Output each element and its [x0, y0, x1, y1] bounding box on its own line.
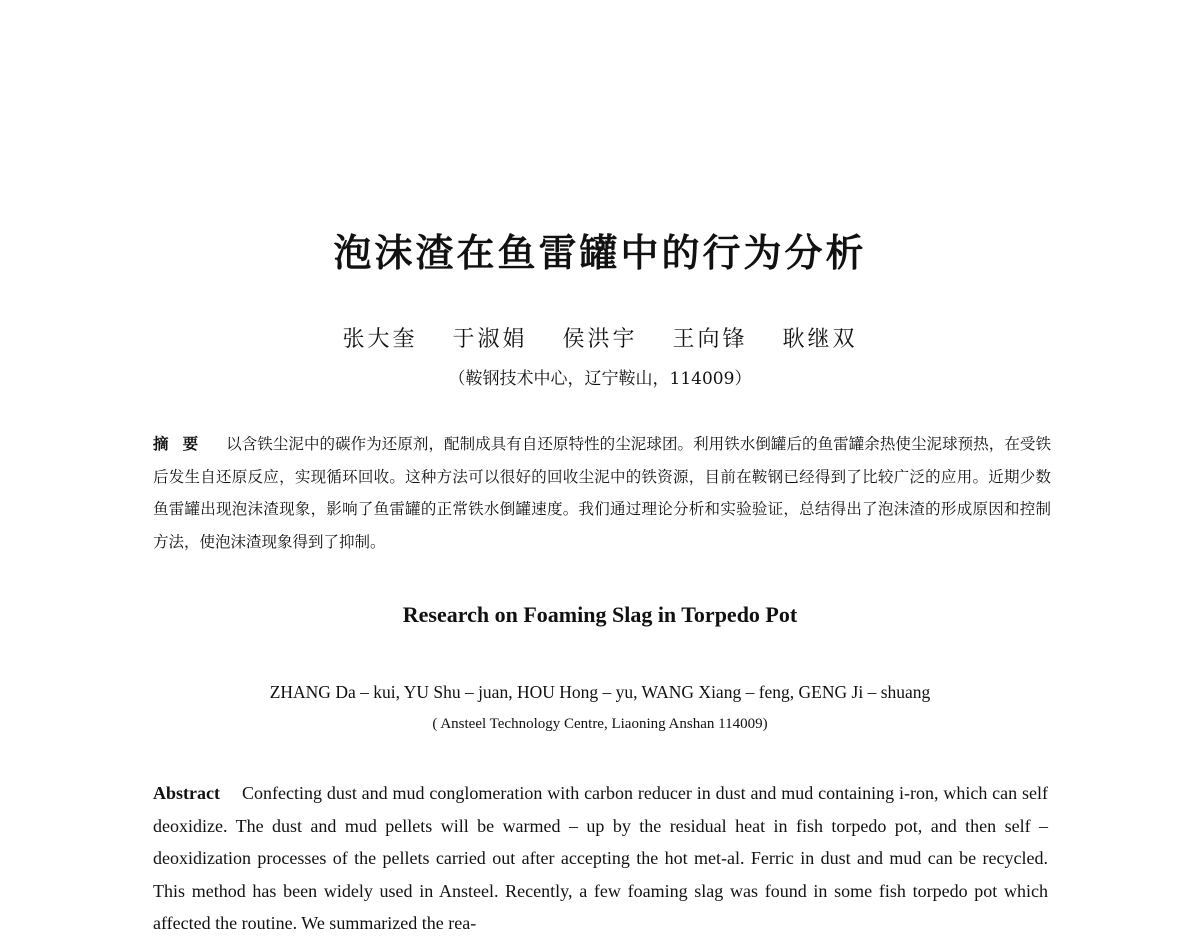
- chinese-affiliation: （鞍钢技术中心，辽宁鞍山，114009）: [448, 369, 752, 389]
- chinese-author: 于淑娟: [452, 327, 528, 352]
- english-abstract-text: Confecting dust and mud conglomeration with carbon reducer in dust and mud containing i-ron, which can self deoxidize. The dust and mud pellets will be warmed – up by the residual heat in fish torpedo pot, and then self – deoxidization processes of the pellets carried out after accepting the hot met-al. Ferric in dust and mud can be recycled. This method has been widely used in Ansteel. Recently, a few foaming slag was found in some fish torpedo pot which affected the routine. We summarized the rea-: [153, 783, 1048, 933]
- chinese-author: 张大奎: [342, 327, 418, 352]
- english-authors: ZHANG Da – kui, YU Shu – juan, HOU Hong – yu, WANG Xiang – feng, GENG Ji – shuang: [269, 682, 931, 702]
- english-affiliation: ( Ansteel Technology Centre, Liaoning Anshan 114009): [432, 716, 768, 732]
- chinese-author: 耿继双: [782, 327, 858, 352]
- english-abstract: [153, 777, 1048, 940]
- chinese-abstract-label: 摘要: [153, 435, 213, 453]
- chinese-author: 侯洪宇: [562, 327, 638, 352]
- chinese-author: 王向锋: [672, 327, 748, 352]
- chinese-title: 泡沫渣在鱼雷罐中的行为分析: [333, 231, 867, 275]
- chinese-authors: [0, 322, 1200, 353]
- english-abstract-label: Abstract: [153, 783, 220, 803]
- english-title: Research on Foaming Slag in Torpedo Pot: [402, 602, 798, 627]
- chinese-abstract-text: 以含铁尘泥中的碳作为还原剂，配制成具有自还原特性的尘泥球团。利用铁水倒罐后的鱼雷罐余热使尘泥球预热，在受铁后发生自还原反应，实现循环回收。这种方法可以很好的回收尘泥中的铁资源，目前在鞍钢已经得到了比较广泛的应用。近期少数鱼雷罐出现泡沫渣现象，影响了鱼雷罐的正常铁水倒罐速度。我们通过理论分析和实验验证，总结得出了泡沫渣的形成原因和控制方法，使泡沫渣现象得到了抑制。: [153, 435, 1051, 551]
- chinese-abstract: [153, 428, 1051, 558]
